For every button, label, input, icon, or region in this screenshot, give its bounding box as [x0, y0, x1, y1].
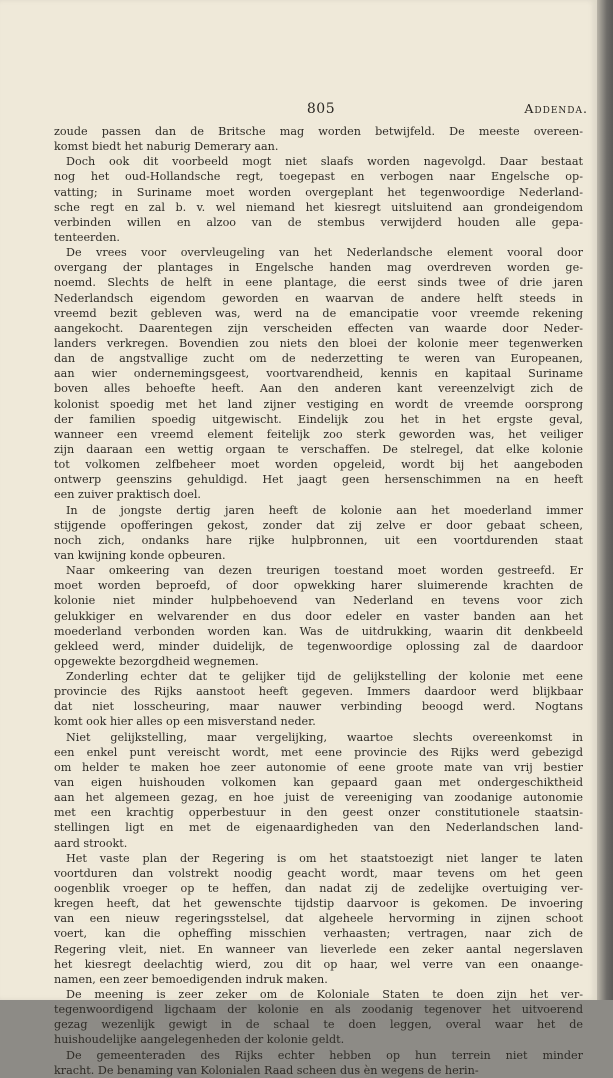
text-line: boven alles behoefte heeft. Aan den anderen kant vereenzelvigt zich de	[54, 382, 583, 396]
paragraph	[54, 987, 583, 1048]
text-line: komt ook hier alles op een misverstand neder.	[54, 715, 316, 729]
text-line: van een nieuw regeringsstelsel, dat algeheele hervorming in zijnen schoot	[54, 912, 583, 926]
text-line: sche regt en zal b. v. wel niemand het kiesregt uitsluitend aan grondeigendom	[54, 200, 583, 214]
text-line: om helder te maken hoe zeer autonomie of eene groote mate van vrij bestier	[54, 760, 583, 774]
text-line: noch zich, ondanks hare rijke hulpbronnen, uit een voortdurenden staat	[54, 533, 583, 547]
text-line: voortduren dan volstrekt noodig geacht wordt, maar tevens om het geen	[54, 866, 583, 880]
paragraph	[54, 124, 583, 154]
text-line: overgang der plantages in Engelsche handen mag overdreven worden ge-	[54, 261, 583, 275]
text-line: aangekocht. Daarentegen zijn verscheiden effecten van waarde door Neder-	[54, 321, 583, 335]
text-line: zoude passen dan de Britsche mag worden betwijfeld. De meeste overeen-	[54, 125, 583, 138]
text-line: een zuiver praktisch doel.	[54, 488, 201, 502]
text-line: aan wier ondernemingsgeest, voortvarendheid, kennis en kapitaal Suriname	[54, 367, 583, 381]
text-line: kolonie niet minder hulpbehoevend van Nederland en tevens voor zich	[54, 594, 583, 608]
text-line: provincie des Rijks aanstoot heeft gegeven. Immers daardoor werd blijkbaar	[54, 685, 583, 699]
text-line: gezag wezenlijk gewigt in de schaal te doen leggen, overal waar het de	[54, 1018, 583, 1032]
text-line: De gemeenteraden des Rijks echter hebben op hun terrein niet minder	[66, 1048, 583, 1062]
text-line: met een krachtig opperbestuur in den geest onzer constitutionele staatsin-	[54, 806, 583, 820]
text-line: kolonist spoedig met het land zijner vestiging en wordt de vreemde oorsprong	[54, 397, 583, 411]
text-line: nog het oud-Hollandsche regt, toegepast en verbogen naar Engelsche op-	[54, 170, 583, 184]
text-line: moederland verbonden worden kan. Was de uitdrukking, waarin dit denkbeeld	[54, 624, 583, 638]
text-line: huishoudelijke aangelegenheden der kolonie geldt.	[54, 1033, 345, 1047]
text-line: komst biedt het naburig Demerary aan.	[54, 140, 279, 154]
text-line: een enkel punt vereischt wordt, met eene provincie des Rijks werd gebezigd	[54, 745, 583, 759]
text-line: vatting; in Suriname moet worden overgeplant het tegenwoordige Nederland-	[54, 185, 583, 199]
body-text	[54, 124, 583, 1078]
text-line: In de jongste dertig jaren heeft de kolonie aan het moederland immer	[66, 503, 583, 517]
text-line: tenteerden.	[54, 230, 120, 244]
text-line: Doch ook dit voorbeeld mogt niet slaafs worden nagevolgd. Daar bestaat	[66, 155, 583, 169]
text-line: het kiesregt deelachtig wierd, zou dit op haar, wel verre van een onaange-	[54, 957, 583, 971]
text-line: kracht. De benaming van Kolonialen Raad scheen dus èn wegens de herin-	[54, 1063, 479, 1077]
paragraph	[54, 1048, 583, 1078]
text-line: oogenblik vroeger op te heffen, dan nadat zij de zedelijke overtuiging ver-	[54, 882, 583, 896]
text-line: van kwijning konde opbeuren.	[54, 548, 226, 562]
text-line: wanneer een vreemd element feitelijk zoo sterk geworden was, het veiliger	[54, 427, 583, 441]
running-head	[54, 101, 588, 119]
book-page-edge	[597, 0, 613, 1000]
paragraph	[54, 245, 583, 502]
paragraph	[54, 669, 583, 730]
text-line: moet worden beproefd, of door opwekking harer sluimerende krachten de	[54, 579, 583, 593]
text-line: landers verkregen. Bovendien zou niets den bloei der kolonie meer tegenwerken	[54, 336, 583, 350]
page-number: 805	[306, 101, 336, 117]
text-line: kregen heeft, dat het gewenschte tijdstip daarvoor is gekomen. De invoering	[54, 897, 583, 911]
text-line: stellingen ligt en met de eigenaardigheden van den Nederlandschen land-	[54, 821, 583, 835]
text-line: opgewekte bezorgdheid wegnemen.	[54, 654, 259, 668]
text-line: Niet gelijkstelling, maar vergelijking, waartoe slechts overeenkomst in	[66, 730, 583, 744]
text-line: tegenwoordigend ligchaam der kolonie en als zoodanig tegenover het uitvoerend	[54, 1003, 583, 1017]
text-line: Nederlandsch eigendom geworden en waarvan de andere helft steeds in	[54, 291, 583, 305]
paragraph	[54, 851, 583, 987]
text-line: Het vaste plan der Regering is om het staatstoezigt niet langer te laten	[66, 851, 583, 865]
text-line: tot volkomen zelfbeheer moet worden opgeleid, wordt bij het aangeboden	[54, 458, 583, 472]
text-line: aan het algemeen gezag, en hoe juist de vereeniging van zoodanige autonomie	[54, 791, 583, 805]
text-line: voert, kan die opheffing misschien verhaasten; vertragen, naar zich de	[54, 927, 583, 941]
text-line: vreemd bezit gebleven was, werd na de emancipatie voor vreemde rekening	[54, 306, 583, 320]
text-line: gekleed werd, minder duidelijk, de tegenwoordige oplossing zal de daardoor	[54, 639, 583, 653]
paragraph	[54, 730, 583, 851]
paragraph	[54, 563, 583, 669]
text-line: gelukkiger en welvarender en dus door edeler en vaster banden aan het	[54, 609, 583, 623]
section-title: Addenda.	[524, 101, 588, 116]
text-line: noemd. Slechts de helft in eene plantage, die eerst sinds twee of drie jaren	[54, 276, 583, 290]
paragraph	[54, 154, 583, 245]
text-line: zijn daaraan een wettig orgaan te verschaffen. De stelregel, dat elke kolonie	[54, 442, 583, 456]
text-line: Naar omkeering van dezen treurigen toestand moet worden gestreefd. Er	[66, 564, 583, 578]
text-line: Regering vleit, niet. En wanneer van lieverlede een zeker aantal negerslaven	[54, 942, 583, 956]
text-line: Zonderling echter dat te gelijker tijd de gelijkstelling der kolonie met eene	[66, 670, 583, 684]
text-line: dat niet losscheuring, maar nauwer verbinding beoogd werd. Nogtans	[54, 700, 583, 714]
text-line: van eigen huishouden volkomen kan gepaard gaan met ondergeschiktheid	[54, 776, 583, 790]
text-line: aard strookt.	[54, 836, 128, 850]
paragraph	[54, 503, 583, 564]
text-line: der familien spoedig uitgewischt. Eindelijk zou het in het ergste geval,	[54, 412, 583, 426]
text-line: dan de angstvallige zucht om de nederzetting te weren van Europeanen,	[54, 352, 583, 366]
text-line: namen, een zeer bemoedigenden indruk maken.	[54, 972, 328, 986]
text-line: ontwerp geenszins gehuldigd. Het jaagt geen hersenschimmen na en heeft	[54, 473, 583, 487]
text-line: De meening is zeer zeker om de Koloniale Staten te doen zijn het ver-	[66, 988, 583, 1002]
text-line: stijgende opofferingen gekost, zonder dat zij zelve er door gebaat scheen,	[54, 518, 583, 532]
text-line: verbinden willen en alzoo van de stembus verwijderd houden alle gepa-	[54, 215, 583, 229]
text-line: De vrees voor overvleugeling van het Nederlandsche element vooral door	[66, 246, 583, 260]
